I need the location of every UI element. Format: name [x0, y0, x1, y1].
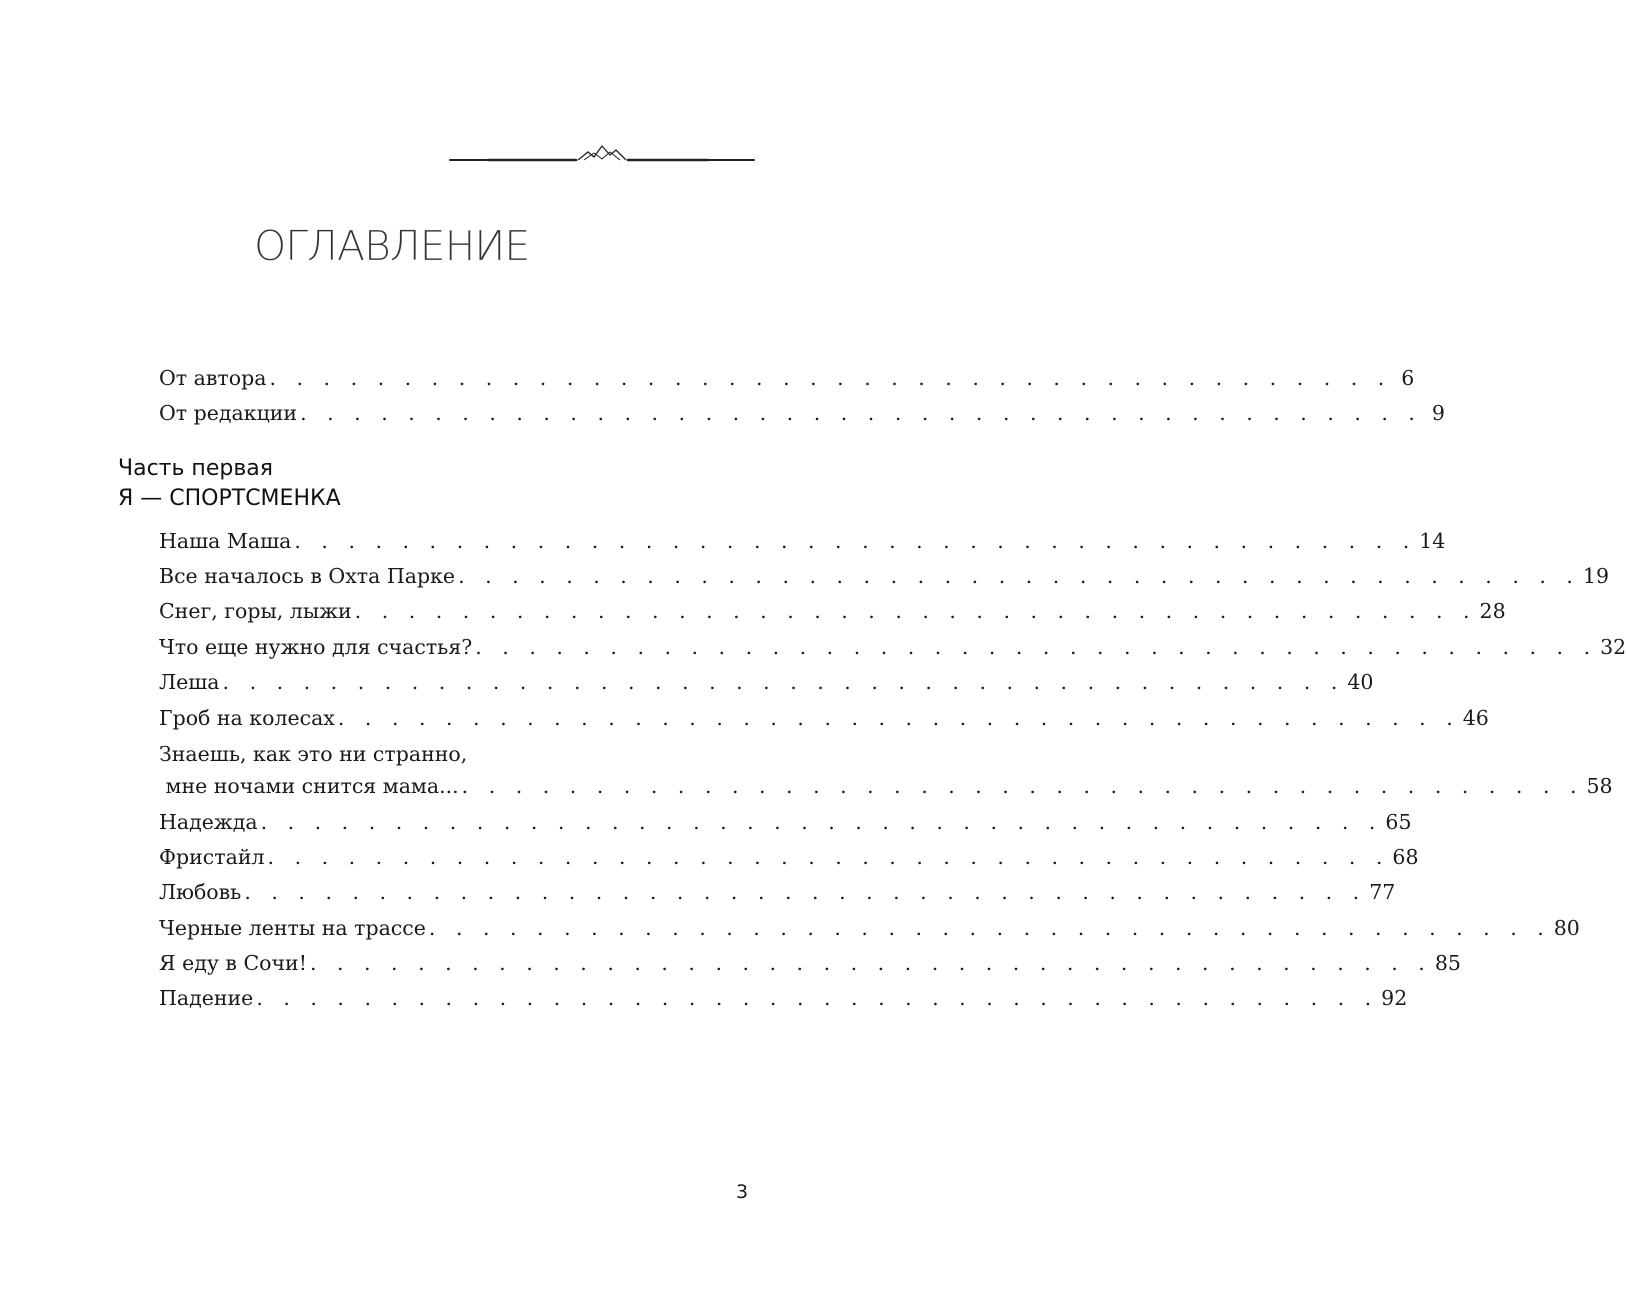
- toc-entry[interactable]: [159, 665, 1374, 700]
- toc-entry-page: 28: [1479, 599, 1506, 623]
- toc-entry-label: Любовь: [159, 880, 242, 904]
- toc-entry-label: Черные ленты на трассе: [159, 916, 426, 940]
- toc-entry[interactable]: [159, 875, 1396, 910]
- toc-entry[interactable]: [159, 361, 1415, 396]
- mountains-icon: [448, 140, 756, 168]
- toc-leader: . . . . . . . . . . . . . . . . . . . . . . . . . . . . . . . . . . . . . . . . . .: [309, 951, 1432, 975]
- toc-leader: . . . . . . . . . . . . . . . . . . . . . . . . . . . . . . . . . . . . . . . . . .: [260, 810, 1383, 834]
- toc-entry-page: 58: [1586, 774, 1613, 798]
- toc-leader: . . . . . . . . . . . . . . . . . . . . . . . . . . . . . . . . . . . . . . . . . .: [354, 599, 1477, 623]
- toc-entry-label: Леша: [159, 670, 220, 694]
- toc-entry-label: Все началось в Охта Парке: [159, 564, 456, 588]
- toc-entry[interactable]: [159, 981, 1408, 1016]
- toc-leader: . . . . . . . . . . . . . . . . . . . . . . . . . . . . . . . . . . . . . . . . . .: [428, 916, 1551, 940]
- toc-entry[interactable]: [159, 769, 1613, 804]
- page-number: 3: [736, 1181, 749, 1203]
- toc-entry[interactable]: [159, 396, 1445, 431]
- toc-leader: . . . . . . . . . . . . . . . . . . . . . . . . . . . . . . . . . . . . . . . . . .: [300, 401, 1422, 425]
- toc-entry-label: От автора: [159, 366, 267, 390]
- toc-leader: . . . . . . . . . . . . . . . . . . . . . . . . . . . . . . . . . . . . . . . . . .: [244, 880, 1367, 904]
- toc-entry-label: Снег, горы, лыжи: [159, 599, 352, 623]
- toc-entry-page: 85: [1434, 951, 1461, 975]
- toc-entry-label: Гроб на колесах: [159, 706, 335, 730]
- page-title: ОГЛАВЛЕНИЕ: [254, 222, 530, 270]
- toc-entry-label: От редакции: [159, 401, 298, 425]
- toc-entry-page: 40: [1347, 670, 1374, 694]
- toc-entry-page: 77: [1369, 880, 1396, 904]
- toc-entry-page: 9: [1431, 401, 1445, 425]
- toc-entry-label: Наша Маша: [159, 529, 292, 553]
- toc-entry[interactable]: [159, 701, 1489, 736]
- toc-entry-page: 19: [1582, 564, 1610, 588]
- toc-entry[interactable]: [159, 805, 1412, 840]
- toc-entry-label-line2: мне ночами снится мама...: [159, 774, 459, 798]
- toc-entry-page: 14: [1419, 529, 1446, 553]
- toc-leader: . . . . . . . . . . . . . . . . . . . . . . . . . . . . . . . . . . . . . . . . . .: [475, 635, 1598, 659]
- toc-entry-page: 65: [1385, 810, 1412, 834]
- toc-leader: . . . . . . . . . . . . . . . . . . . . . . . . . . . . . . . . . . . . . . . . . .: [461, 774, 1584, 798]
- toc-entry-label-line1[interactable]: Знаешь, как это ни странно,: [159, 742, 468, 766]
- toc-entry[interactable]: [159, 911, 1580, 946]
- toc-entry-page: 80: [1553, 916, 1580, 940]
- toc-leader: . . . . . . . . . . . . . . . . . . . . . . . . . . . . . . . . . . . . . . . . . .: [458, 564, 1580, 588]
- toc-leader: . . . . . . . . . . . . . . . . . . . . . . . . . . . . . . . . . . . . . . . . . .: [222, 670, 1345, 694]
- toc-entry-label: Я еду в Сочи!: [159, 951, 307, 975]
- toc-leader: . . . . . . . . . . . . . . . . . . . . . . . . . . . . . . . . . . . . . . . . . .: [269, 366, 1392, 390]
- toc-entry-page: 32: [1600, 635, 1626, 659]
- toc-entry-label: Фристайл: [159, 845, 265, 869]
- toc-entry[interactable]: [159, 630, 1626, 665]
- toc-entry-page: 92: [1381, 986, 1408, 1010]
- toc-entry[interactable]: [159, 559, 1610, 594]
- toc-entry-page: 46: [1462, 706, 1489, 730]
- toc-entry[interactable]: [159, 840, 1419, 875]
- toc-entry-label: Надежда: [159, 810, 258, 834]
- toc-leader: . . . . . . . . . . . . . . . . . . . . . . . . . . . . . . . . . . . . . . . . . .: [267, 845, 1390, 869]
- toc-entry[interactable]: [159, 946, 1461, 981]
- toc-leader: . . . . . . . . . . . . . . . . . . . . . . . . . . . . . . . . . . . . . . . . . .: [256, 986, 1379, 1010]
- toc-leader: . . . . . . . . . . . . . . . . . . . . . . . . . . . . . . . . . . . . . . . . . .: [337, 706, 1460, 730]
- toc-entry[interactable]: [159, 594, 1506, 629]
- part-label: Часть первая: [118, 456, 273, 481]
- toc-entry-label: Что еще нужно для счастья?: [159, 635, 473, 659]
- toc-entry-label: Падение: [159, 986, 254, 1010]
- toc-entry-page: 6: [1401, 366, 1415, 390]
- part-heading: Я — СПОРТСМЕНКА: [118, 486, 341, 511]
- toc-entry[interactable]: [159, 524, 1446, 559]
- toc-entry-page: 68: [1392, 845, 1419, 869]
- toc-leader: . . . . . . . . . . . . . . . . . . . . . . . . . . . . . . . . . . . . . . . . . .: [294, 529, 1417, 553]
